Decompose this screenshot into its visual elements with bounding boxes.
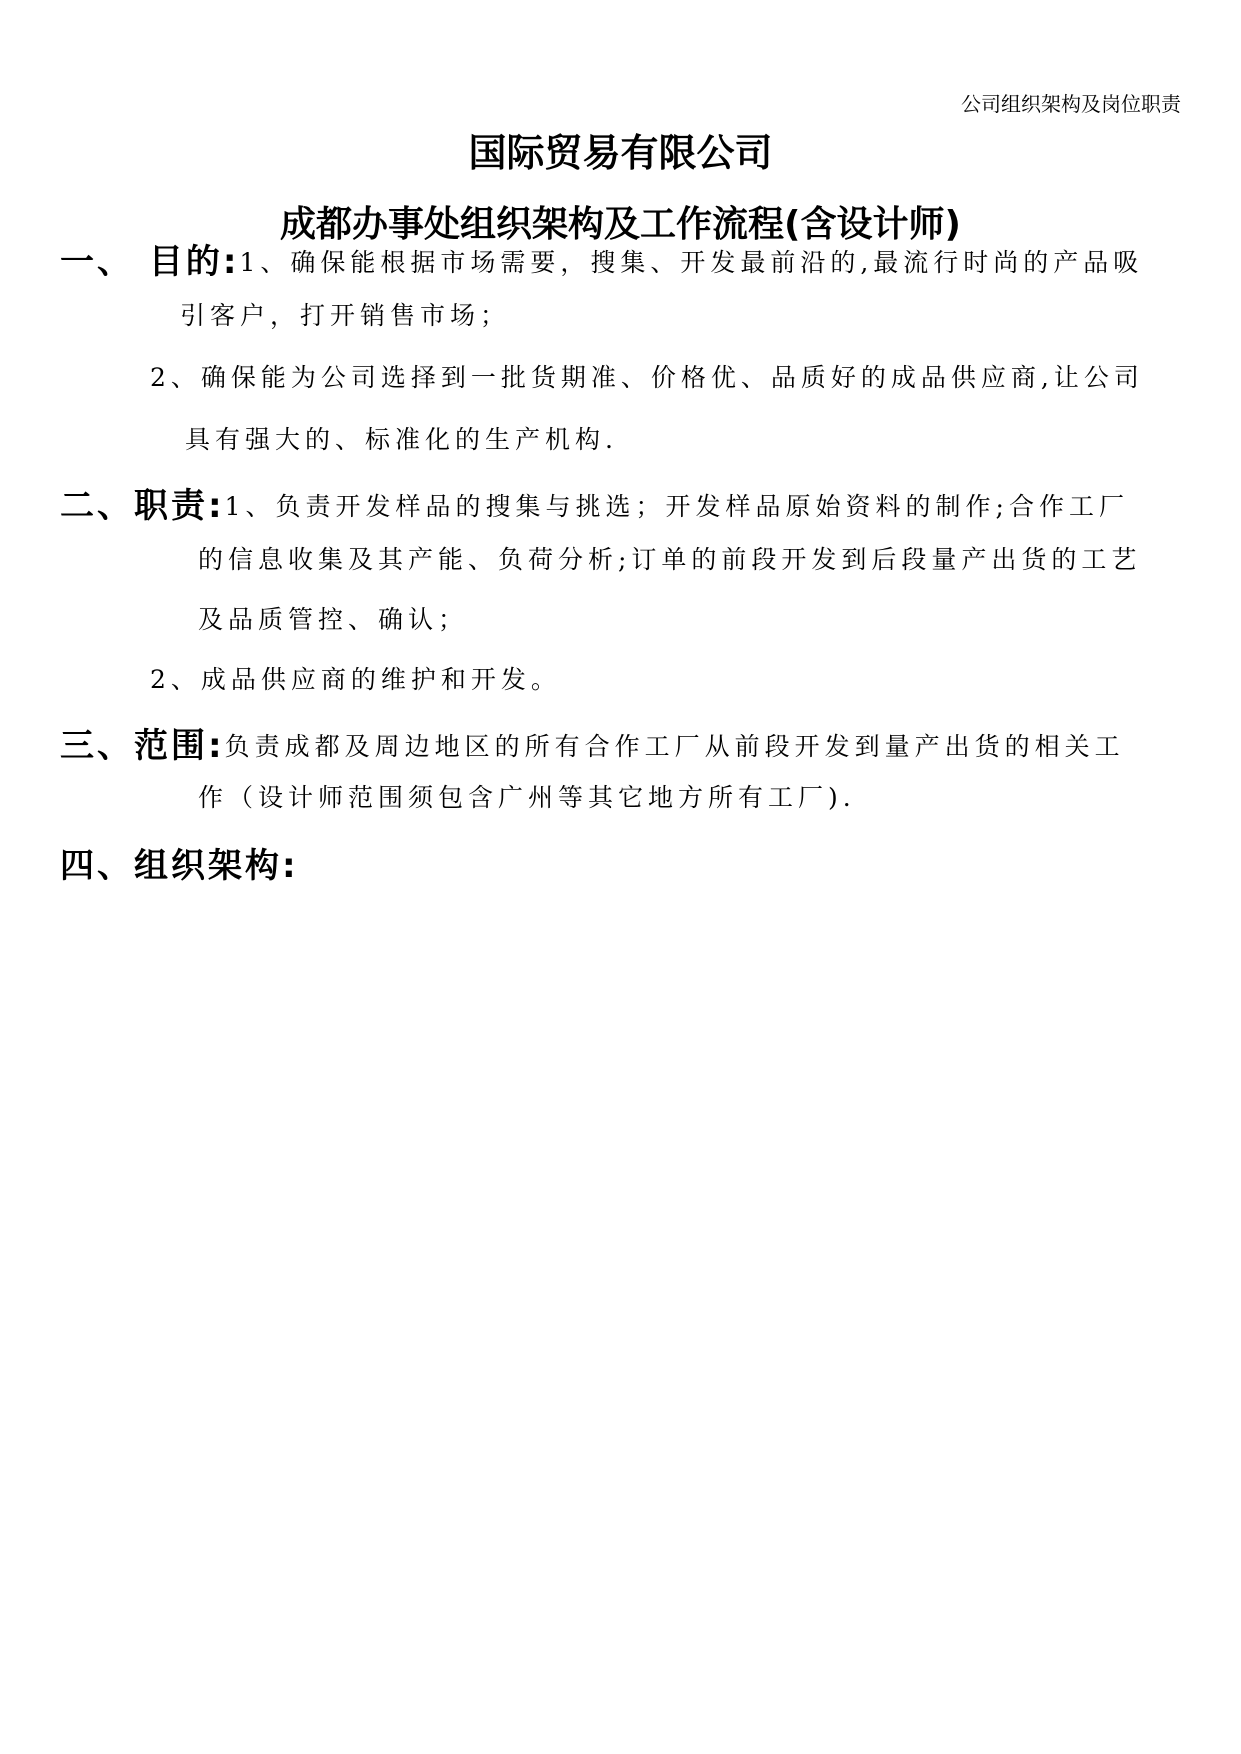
section-3-line-1: 负责成都及周边地区的所有合作工厂从前段开发到量产出货的相关工 xyxy=(224,732,1125,761)
document-subtitle: 成都办事处组织架构及工作流程(含设计师) xyxy=(280,204,961,245)
section-2-line-3: 及品质管控、确认； xyxy=(198,605,469,634)
section-1-line-1: 1、确保能根据市场需要，搜集、开发最前沿的,最流行时尚的产品吸 xyxy=(239,248,1144,277)
page-header-note: 公司组织架构及岗位职责 xyxy=(961,92,1181,116)
section-3-heading: 三、范围: xyxy=(60,726,225,766)
section-3-line-2: 作（设计师范围须包含广州等其它地方所有工厂). xyxy=(198,783,856,812)
section-1-line-2: 引客户，打开销售市场； xyxy=(180,301,511,330)
section-1-line-3: 2、确保能为公司选择到一批货期准、价格优、品质好的成品供应商,让公司 xyxy=(150,363,1144,392)
section-2-line-1: 1、负责开发样品的搜集与挑选；开发样品原始资料的制作;合作工厂 xyxy=(224,492,1129,521)
section-4-heading: 四、组织架构: xyxy=(60,846,299,886)
section-3-first-line xyxy=(60,718,1125,767)
section-4-first-line xyxy=(60,838,299,887)
section-2-heading: 二、职责: xyxy=(60,486,225,526)
section-1-line-4: 具有强大的、标准化的生产机构. xyxy=(185,425,618,454)
section-2-first-line xyxy=(60,478,1129,527)
section-1-heading: 一、 目的: xyxy=(60,242,240,282)
document-title: 国际贸易有限公司 xyxy=(468,131,773,175)
section-2-line-2: 的信息收集及其产能、负荷分析;订单的前段开发到后段量产出货的工艺 xyxy=(198,545,1142,574)
section-2-line-4: 2、成品供应商的维护和开发。 xyxy=(150,665,561,694)
section-1-first-line xyxy=(60,234,1143,283)
